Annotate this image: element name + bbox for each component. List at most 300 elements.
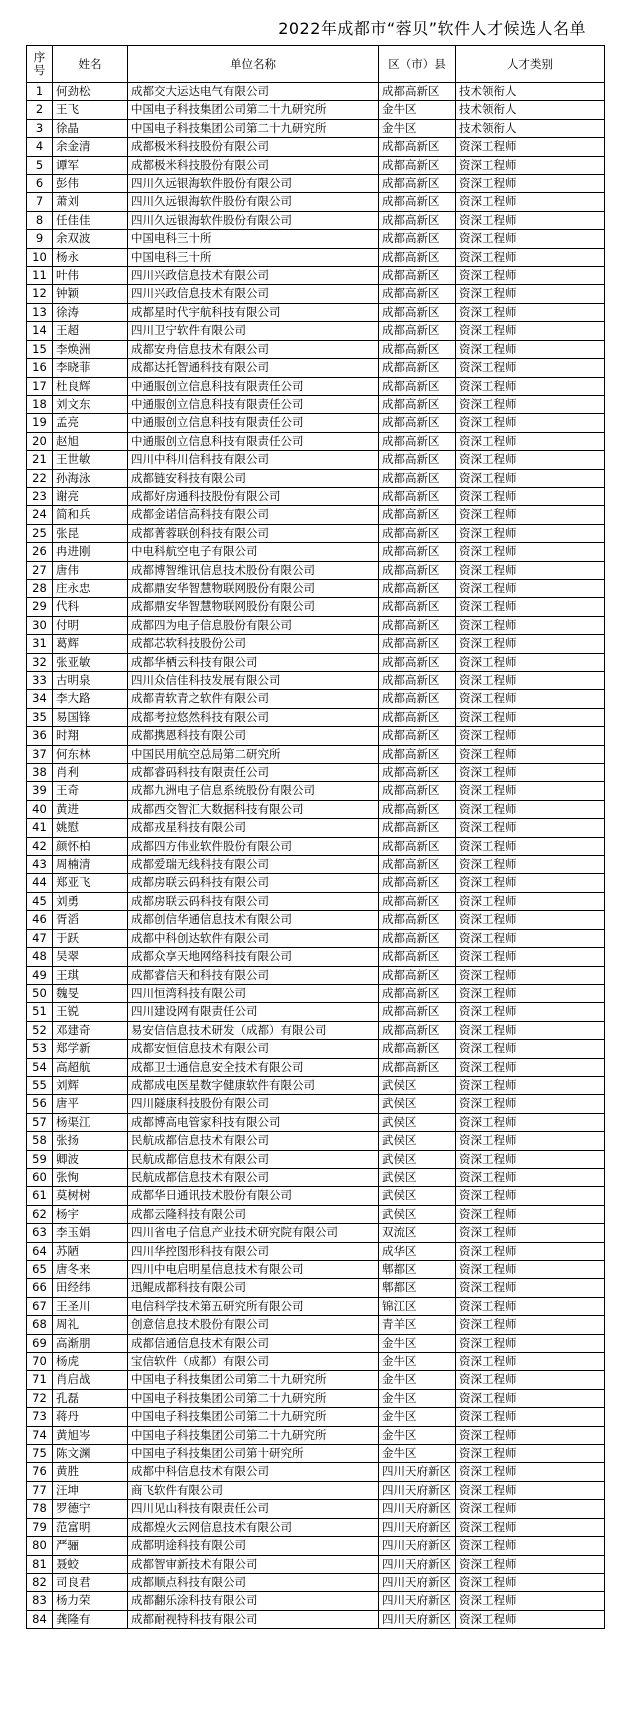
row-number: 72	[27, 1389, 53, 1407]
organization-name: 成都众享天地网络科技有限公司	[128, 948, 379, 966]
row-number: 80	[27, 1537, 53, 1555]
candidate-name: 田经纬	[53, 1279, 128, 1297]
organization-name: 成都携恩科技有限公司	[128, 727, 379, 745]
talent-category: 资深工程师	[456, 1592, 605, 1610]
district-name: 成都高新区	[379, 506, 456, 524]
talent-category: 资深工程师	[456, 1224, 605, 1242]
candidate-name: 王奇	[53, 782, 128, 800]
candidate-name: 杨渠江	[53, 1113, 128, 1131]
candidate-name: 张亚敏	[53, 653, 128, 671]
district-name: 金牛区	[379, 119, 456, 137]
organization-name: 四川中科川信科技有限公司	[128, 451, 379, 469]
row-number: 76	[27, 1463, 53, 1481]
row-number: 74	[27, 1426, 53, 1444]
district-name: 成都高新区	[379, 745, 456, 763]
organization-name: 成都卫士通信息安全技术有限公司	[128, 1058, 379, 1076]
organization-name: 成都华栖云科技有限公司	[128, 653, 379, 671]
header-organization: 单位名称	[128, 46, 379, 83]
talent-category: 资深工程师	[456, 1573, 605, 1591]
table-row	[27, 1205, 605, 1223]
row-number: 50	[27, 984, 53, 1002]
row-number: 19	[27, 414, 53, 432]
talent-category: 资深工程师	[456, 359, 605, 377]
candidate-name: 杜良辉	[53, 377, 128, 395]
district-name: 成都高新区	[379, 193, 456, 211]
district-name: 成华区	[379, 1242, 456, 1260]
table-row	[27, 230, 605, 248]
table-row	[27, 1040, 605, 1058]
row-number: 33	[27, 672, 53, 690]
row-number: 81	[27, 1555, 53, 1573]
district-name: 成都高新区	[379, 487, 456, 505]
organization-name: 成都链安科技有限公司	[128, 469, 379, 487]
row-number: 4	[27, 138, 53, 156]
row-number: 8	[27, 211, 53, 229]
row-number: 83	[27, 1592, 53, 1610]
candidate-name: 蒋丹	[53, 1408, 128, 1426]
district-name: 成都高新区	[379, 285, 456, 303]
row-number: 15	[27, 340, 53, 358]
district-name: 四川天府新区	[379, 1463, 456, 1481]
district-name: 成都高新区	[379, 524, 456, 542]
row-number: 63	[27, 1224, 53, 1242]
talent-category: 资深工程师	[456, 1353, 605, 1371]
organization-name: 四川建设网有限责任公司	[128, 1003, 379, 1021]
district-name: 成都高新区	[379, 83, 456, 101]
row-number: 45	[27, 892, 53, 910]
district-name: 成都高新区	[379, 690, 456, 708]
candidate-name: 邓建奇	[53, 1021, 128, 1039]
table-row	[27, 1610, 605, 1628]
organization-name: 四川华控图形科技有限公司	[128, 1242, 379, 1260]
table-row	[27, 524, 605, 542]
talent-category: 资深工程师	[456, 1076, 605, 1094]
row-number: 3	[27, 119, 53, 137]
organization-name: 成都交大运达电气有限公司	[128, 83, 379, 101]
organization-name: 四川久远银海软件股份有限公司	[128, 175, 379, 193]
candidate-name: 张扬	[53, 1132, 128, 1150]
row-number: 49	[27, 966, 53, 984]
table-row	[27, 1518, 605, 1536]
candidate-name: 黄胜	[53, 1463, 128, 1481]
candidate-name: 唐冬来	[53, 1261, 128, 1279]
row-number: 10	[27, 248, 53, 266]
row-number: 51	[27, 1003, 53, 1021]
candidate-name: 王超	[53, 322, 128, 340]
row-number: 41	[27, 819, 53, 837]
talent-category: 资深工程师	[456, 1021, 605, 1039]
district-name: 成都高新区	[379, 469, 456, 487]
talent-category: 资深工程师	[456, 1334, 605, 1352]
district-name: 四川天府新区	[379, 1500, 456, 1518]
district-name: 金牛区	[379, 1445, 456, 1463]
organization-name: 成都信通信息技术有限公司	[128, 1334, 379, 1352]
row-number: 13	[27, 303, 53, 321]
talent-category: 资深工程师	[456, 800, 605, 818]
table-row	[27, 1132, 605, 1150]
talent-category: 资深工程师	[456, 303, 605, 321]
district-name: 四川天府新区	[379, 1592, 456, 1610]
candidate-name: 李玉娟	[53, 1224, 128, 1242]
organization-name: 四川中电启明星信息技术有限公司	[128, 1261, 379, 1279]
organization-name: 成都智审新技术有限公司	[128, 1555, 379, 1573]
header-number: 序 号	[27, 46, 53, 83]
table-row	[27, 322, 605, 340]
row-number: 78	[27, 1500, 53, 1518]
table-row	[27, 672, 605, 690]
district-name: 成都高新区	[379, 819, 456, 837]
district-name: 四川天府新区	[379, 1537, 456, 1555]
table-row	[27, 543, 605, 561]
organization-name: 成都好房通科技股份有限公司	[128, 487, 379, 505]
talent-category: 资深工程师	[456, 1555, 605, 1573]
row-number: 20	[27, 432, 53, 450]
talent-category: 资深工程师	[456, 506, 605, 524]
candidate-name: 付明	[53, 616, 128, 634]
talent-category: 资深工程师	[456, 1537, 605, 1555]
talent-category: 资深工程师	[456, 561, 605, 579]
district-name: 金牛区	[379, 1353, 456, 1371]
row-number: 52	[27, 1021, 53, 1039]
table-row	[27, 1426, 605, 1444]
district-name: 成都高新区	[379, 340, 456, 358]
organization-name: 成都戎星科技有限公司	[128, 819, 379, 837]
organization-name: 成都四方伟业软件股份有限公司	[128, 837, 379, 855]
organization-name: 中国电子科技集团公司第二十九研究所	[128, 119, 379, 137]
table-row	[27, 1113, 605, 1131]
candidate-name: 于跃	[53, 929, 128, 947]
district-name: 成都高新区	[379, 616, 456, 634]
organization-name: 成都安舟信息技术有限公司	[128, 340, 379, 358]
candidate-name: 何劲松	[53, 83, 128, 101]
talent-category: 资深工程师	[456, 690, 605, 708]
district-name: 成都高新区	[379, 782, 456, 800]
candidate-name: 杨力荣	[53, 1592, 128, 1610]
table-row	[27, 1150, 605, 1168]
district-name: 金牛区	[379, 1408, 456, 1426]
organization-name: 四川隧康科技股份有限公司	[128, 1095, 379, 1113]
talent-category: 资深工程师	[456, 1481, 605, 1499]
table-row	[27, 285, 605, 303]
organization-name: 成都鼎安华智慧物联网股份有限公司	[128, 598, 379, 616]
organization-name: 民航成都信息技术有限公司	[128, 1168, 379, 1186]
table-row	[27, 561, 605, 579]
table-row	[27, 1334, 605, 1352]
organization-name: 四川省电子信息产业技术研究院有限公司	[128, 1224, 379, 1242]
candidate-name: 严骊	[53, 1537, 128, 1555]
organization-name: 成都中科信息技术有限公司	[128, 1463, 379, 1481]
talent-category: 资深工程师	[456, 1058, 605, 1076]
row-number: 37	[27, 745, 53, 763]
district-name: 成都高新区	[379, 175, 456, 193]
table-row	[27, 156, 605, 174]
candidate-name: 时翔	[53, 727, 128, 745]
candidate-name: 古明泉	[53, 672, 128, 690]
row-number: 35	[27, 708, 53, 726]
talent-category: 资深工程师	[456, 175, 605, 193]
talent-category: 资深工程师	[456, 598, 605, 616]
organization-name: 中通服创立信息科技有限责任公司	[128, 377, 379, 395]
organization-name: 宝信软件（成都）有限公司	[128, 1353, 379, 1371]
organization-name: 成都耐视特科技有限公司	[128, 1610, 379, 1628]
candidate-name: 罗德宁	[53, 1500, 128, 1518]
talent-category: 资深工程师	[456, 1500, 605, 1518]
candidate-name: 聂蛟	[53, 1555, 128, 1573]
organization-name: 商飞软件有限公司	[128, 1481, 379, 1499]
row-number: 9	[27, 230, 53, 248]
talent-category: 资深工程师	[456, 653, 605, 671]
organization-name: 中国电科三十所	[128, 230, 379, 248]
talent-category: 资深工程师	[456, 1389, 605, 1407]
row-number: 16	[27, 359, 53, 377]
organization-name: 中电科航空电子有限公司	[128, 543, 379, 561]
district-name: 成都高新区	[379, 322, 456, 340]
table-row	[27, 1371, 605, 1389]
talent-category: 资深工程师	[456, 395, 605, 413]
organization-name: 成都房联云码科技有限公司	[128, 874, 379, 892]
table-row	[27, 414, 605, 432]
candidate-name: 颜怀柏	[53, 837, 128, 855]
table-row	[27, 690, 605, 708]
district-name: 武侯区	[379, 1168, 456, 1186]
candidate-name: 李晓菲	[53, 359, 128, 377]
talent-category: 资深工程师	[456, 1132, 605, 1150]
district-name: 郫都区	[379, 1279, 456, 1297]
candidate-name: 王世敏	[53, 451, 128, 469]
talent-category: 资深工程师	[456, 230, 605, 248]
row-number: 38	[27, 764, 53, 782]
district-name: 成都高新区	[379, 1003, 456, 1021]
organization-name: 成都睿码科技有限责任公司	[128, 764, 379, 782]
talent-category: 资深工程师	[456, 708, 605, 726]
candidate-name: 杨宇	[53, 1205, 128, 1223]
table-row	[27, 984, 605, 1002]
row-number: 71	[27, 1371, 53, 1389]
table-row	[27, 1076, 605, 1094]
district-name: 郫都区	[379, 1261, 456, 1279]
organization-name: 中通服创立信息科技有限责任公司	[128, 414, 379, 432]
district-name: 成都高新区	[379, 856, 456, 874]
candidate-name: 肖启战	[53, 1371, 128, 1389]
row-number: 23	[27, 487, 53, 505]
candidate-name: 杨虎	[53, 1353, 128, 1371]
table-row	[27, 1279, 605, 1297]
table-row	[27, 83, 605, 101]
district-name: 成都高新区	[379, 267, 456, 285]
district-name: 武侯区	[379, 1150, 456, 1168]
district-name: 成都高新区	[379, 653, 456, 671]
district-name: 金牛区	[379, 1426, 456, 1444]
table-row	[27, 1261, 605, 1279]
row-number: 17	[27, 377, 53, 395]
talent-category: 资深工程师	[456, 1113, 605, 1131]
district-name: 成都高新区	[379, 248, 456, 266]
talent-category: 资深工程师	[456, 487, 605, 505]
candidate-name: 孙海泳	[53, 469, 128, 487]
talent-category: 资深工程师	[456, 138, 605, 156]
candidate-name: 代科	[53, 598, 128, 616]
table-row	[27, 506, 605, 524]
talent-category: 资深工程师	[456, 782, 605, 800]
row-number: 65	[27, 1261, 53, 1279]
row-number: 6	[27, 175, 53, 193]
table-row	[27, 1242, 605, 1260]
district-name: 成都高新区	[379, 911, 456, 929]
candidate-name: 庄永忠	[53, 579, 128, 597]
candidate-name: 葛辉	[53, 635, 128, 653]
organization-name: 民航成都信息技术有限公司	[128, 1150, 379, 1168]
talent-category: 资深工程师	[456, 193, 605, 211]
district-name: 锦江区	[379, 1297, 456, 1315]
talent-category: 资深工程师	[456, 1205, 605, 1223]
talent-category: 资深工程师	[456, 543, 605, 561]
district-name: 成都高新区	[379, 432, 456, 450]
candidate-name: 钟颖	[53, 285, 128, 303]
row-number: 55	[27, 1076, 53, 1094]
candidate-name: 彭伟	[53, 175, 128, 193]
row-number: 1	[27, 83, 53, 101]
talent-category: 资深工程师	[456, 727, 605, 745]
table-row	[27, 874, 605, 892]
district-name: 成都高新区	[379, 635, 456, 653]
row-number: 34	[27, 690, 53, 708]
candidate-name: 魏旻	[53, 984, 128, 1002]
talent-category: 资深工程师	[456, 156, 605, 174]
row-number: 30	[27, 616, 53, 634]
candidate-name: 徐涛	[53, 303, 128, 321]
district-name: 金牛区	[379, 1334, 456, 1352]
talent-category: 资深工程师	[456, 819, 605, 837]
district-name: 成都高新区	[379, 598, 456, 616]
talent-category: 资深工程师	[456, 377, 605, 395]
organization-name: 四川卫宁软件有限公司	[128, 322, 379, 340]
candidate-name: 余金清	[53, 138, 128, 156]
candidate-name: 龚隆有	[53, 1610, 128, 1628]
talent-category: 资深工程师	[456, 1371, 605, 1389]
table-row	[27, 892, 605, 910]
organization-name: 成都菁蓉联创科技有限公司	[128, 524, 379, 542]
table-row	[27, 1500, 605, 1518]
header-category: 人才类别	[456, 46, 605, 83]
district-name: 成都高新区	[379, 948, 456, 966]
talent-category: 资深工程师	[456, 1316, 605, 1334]
district-name: 四川天府新区	[379, 1555, 456, 1573]
row-number: 36	[27, 727, 53, 745]
row-number: 24	[27, 506, 53, 524]
district-name: 四川天府新区	[379, 1610, 456, 1628]
row-number: 57	[27, 1113, 53, 1131]
organization-name: 成都翻乐涂科技有限公司	[128, 1592, 379, 1610]
table-row	[27, 138, 605, 156]
candidate-name: 张恂	[53, 1168, 128, 1186]
candidate-name: 王琪	[53, 966, 128, 984]
table-row	[27, 1316, 605, 1334]
district-name: 成都高新区	[379, 672, 456, 690]
table-row	[27, 377, 605, 395]
district-name: 武侯区	[379, 1132, 456, 1150]
table-row	[27, 1095, 605, 1113]
row-number: 73	[27, 1408, 53, 1426]
talent-category: 资深工程师	[456, 856, 605, 874]
candidate-name: 王圣川	[53, 1297, 128, 1315]
talent-category: 资深工程师	[456, 672, 605, 690]
organization-name: 成都考拉悠然科技有限公司	[128, 708, 379, 726]
organization-name: 四川众信佳科技发展有限公司	[128, 672, 379, 690]
table-row	[27, 800, 605, 818]
table-row	[27, 267, 605, 285]
candidate-name: 唐伟	[53, 561, 128, 579]
organization-name: 中国电科三十所	[128, 248, 379, 266]
organization-name: 成都安恒信息技术有限公司	[128, 1040, 379, 1058]
candidate-name: 周楠清	[53, 856, 128, 874]
table-row	[27, 1555, 605, 1573]
table-row	[27, 1573, 605, 1591]
row-number: 56	[27, 1095, 53, 1113]
organization-name: 创意信息技术股份有限公司	[128, 1316, 379, 1334]
district-name: 四川天府新区	[379, 1518, 456, 1536]
district-name: 成都高新区	[379, 230, 456, 248]
row-number: 26	[27, 543, 53, 561]
table-row	[27, 359, 605, 377]
candidate-name: 苏陋	[53, 1242, 128, 1260]
organization-name: 成都中科创达软件有限公司	[128, 929, 379, 947]
row-number: 69	[27, 1334, 53, 1352]
district-name: 双流区	[379, 1224, 456, 1242]
talent-category: 资深工程师	[456, 340, 605, 358]
table-row	[27, 1481, 605, 1499]
district-name: 金牛区	[379, 1371, 456, 1389]
talent-category: 资深工程师	[456, 1463, 605, 1481]
table-row	[27, 1463, 605, 1481]
talent-category: 资深工程师	[456, 1408, 605, 1426]
organization-name: 成都华日通讯技术股份有限公司	[128, 1187, 379, 1205]
row-number: 31	[27, 635, 53, 653]
organization-name: 成都鼎安华智慧物联网股份有限公司	[128, 579, 379, 597]
row-number: 53	[27, 1040, 53, 1058]
row-number: 60	[27, 1168, 53, 1186]
row-number: 48	[27, 948, 53, 966]
row-number: 18	[27, 395, 53, 413]
header-name: 姓名	[53, 46, 128, 83]
organization-name: 成都睿信天和科技有限公司	[128, 966, 379, 984]
district-name: 成都高新区	[379, 395, 456, 413]
table-row	[27, 469, 605, 487]
candidate-name: 王飞	[53, 101, 128, 119]
candidate-name: 黄进	[53, 800, 128, 818]
district-name: 四川天府新区	[379, 1481, 456, 1499]
organization-name: 民航成都信息技术有限公司	[128, 1132, 379, 1150]
row-number: 64	[27, 1242, 53, 1260]
candidate-name: 莫树树	[53, 1187, 128, 1205]
organization-name: 成都博高电管家科技有限公司	[128, 1113, 379, 1131]
organization-name: 成都芯软科技股份公司	[128, 635, 379, 653]
talent-category: 资深工程师	[456, 911, 605, 929]
candidate-name: 高超航	[53, 1058, 128, 1076]
table-row	[27, 856, 605, 874]
candidate-name: 郑学新	[53, 1040, 128, 1058]
candidate-name: 萧刘	[53, 193, 128, 211]
candidate-name: 何东林	[53, 745, 128, 763]
organization-name: 中国电子科技集团公司第二十九研究所	[128, 1426, 379, 1444]
candidate-name: 肖利	[53, 764, 128, 782]
candidate-name: 孟亮	[53, 414, 128, 432]
table-row	[27, 1408, 605, 1426]
organization-name: 四川恒湾科技有限公司	[128, 984, 379, 1002]
candidate-name: 汪坤	[53, 1481, 128, 1499]
candidate-name: 冉进刚	[53, 543, 128, 561]
talent-category: 资深工程师	[456, 892, 605, 910]
candidate-name: 周礼	[53, 1316, 128, 1334]
